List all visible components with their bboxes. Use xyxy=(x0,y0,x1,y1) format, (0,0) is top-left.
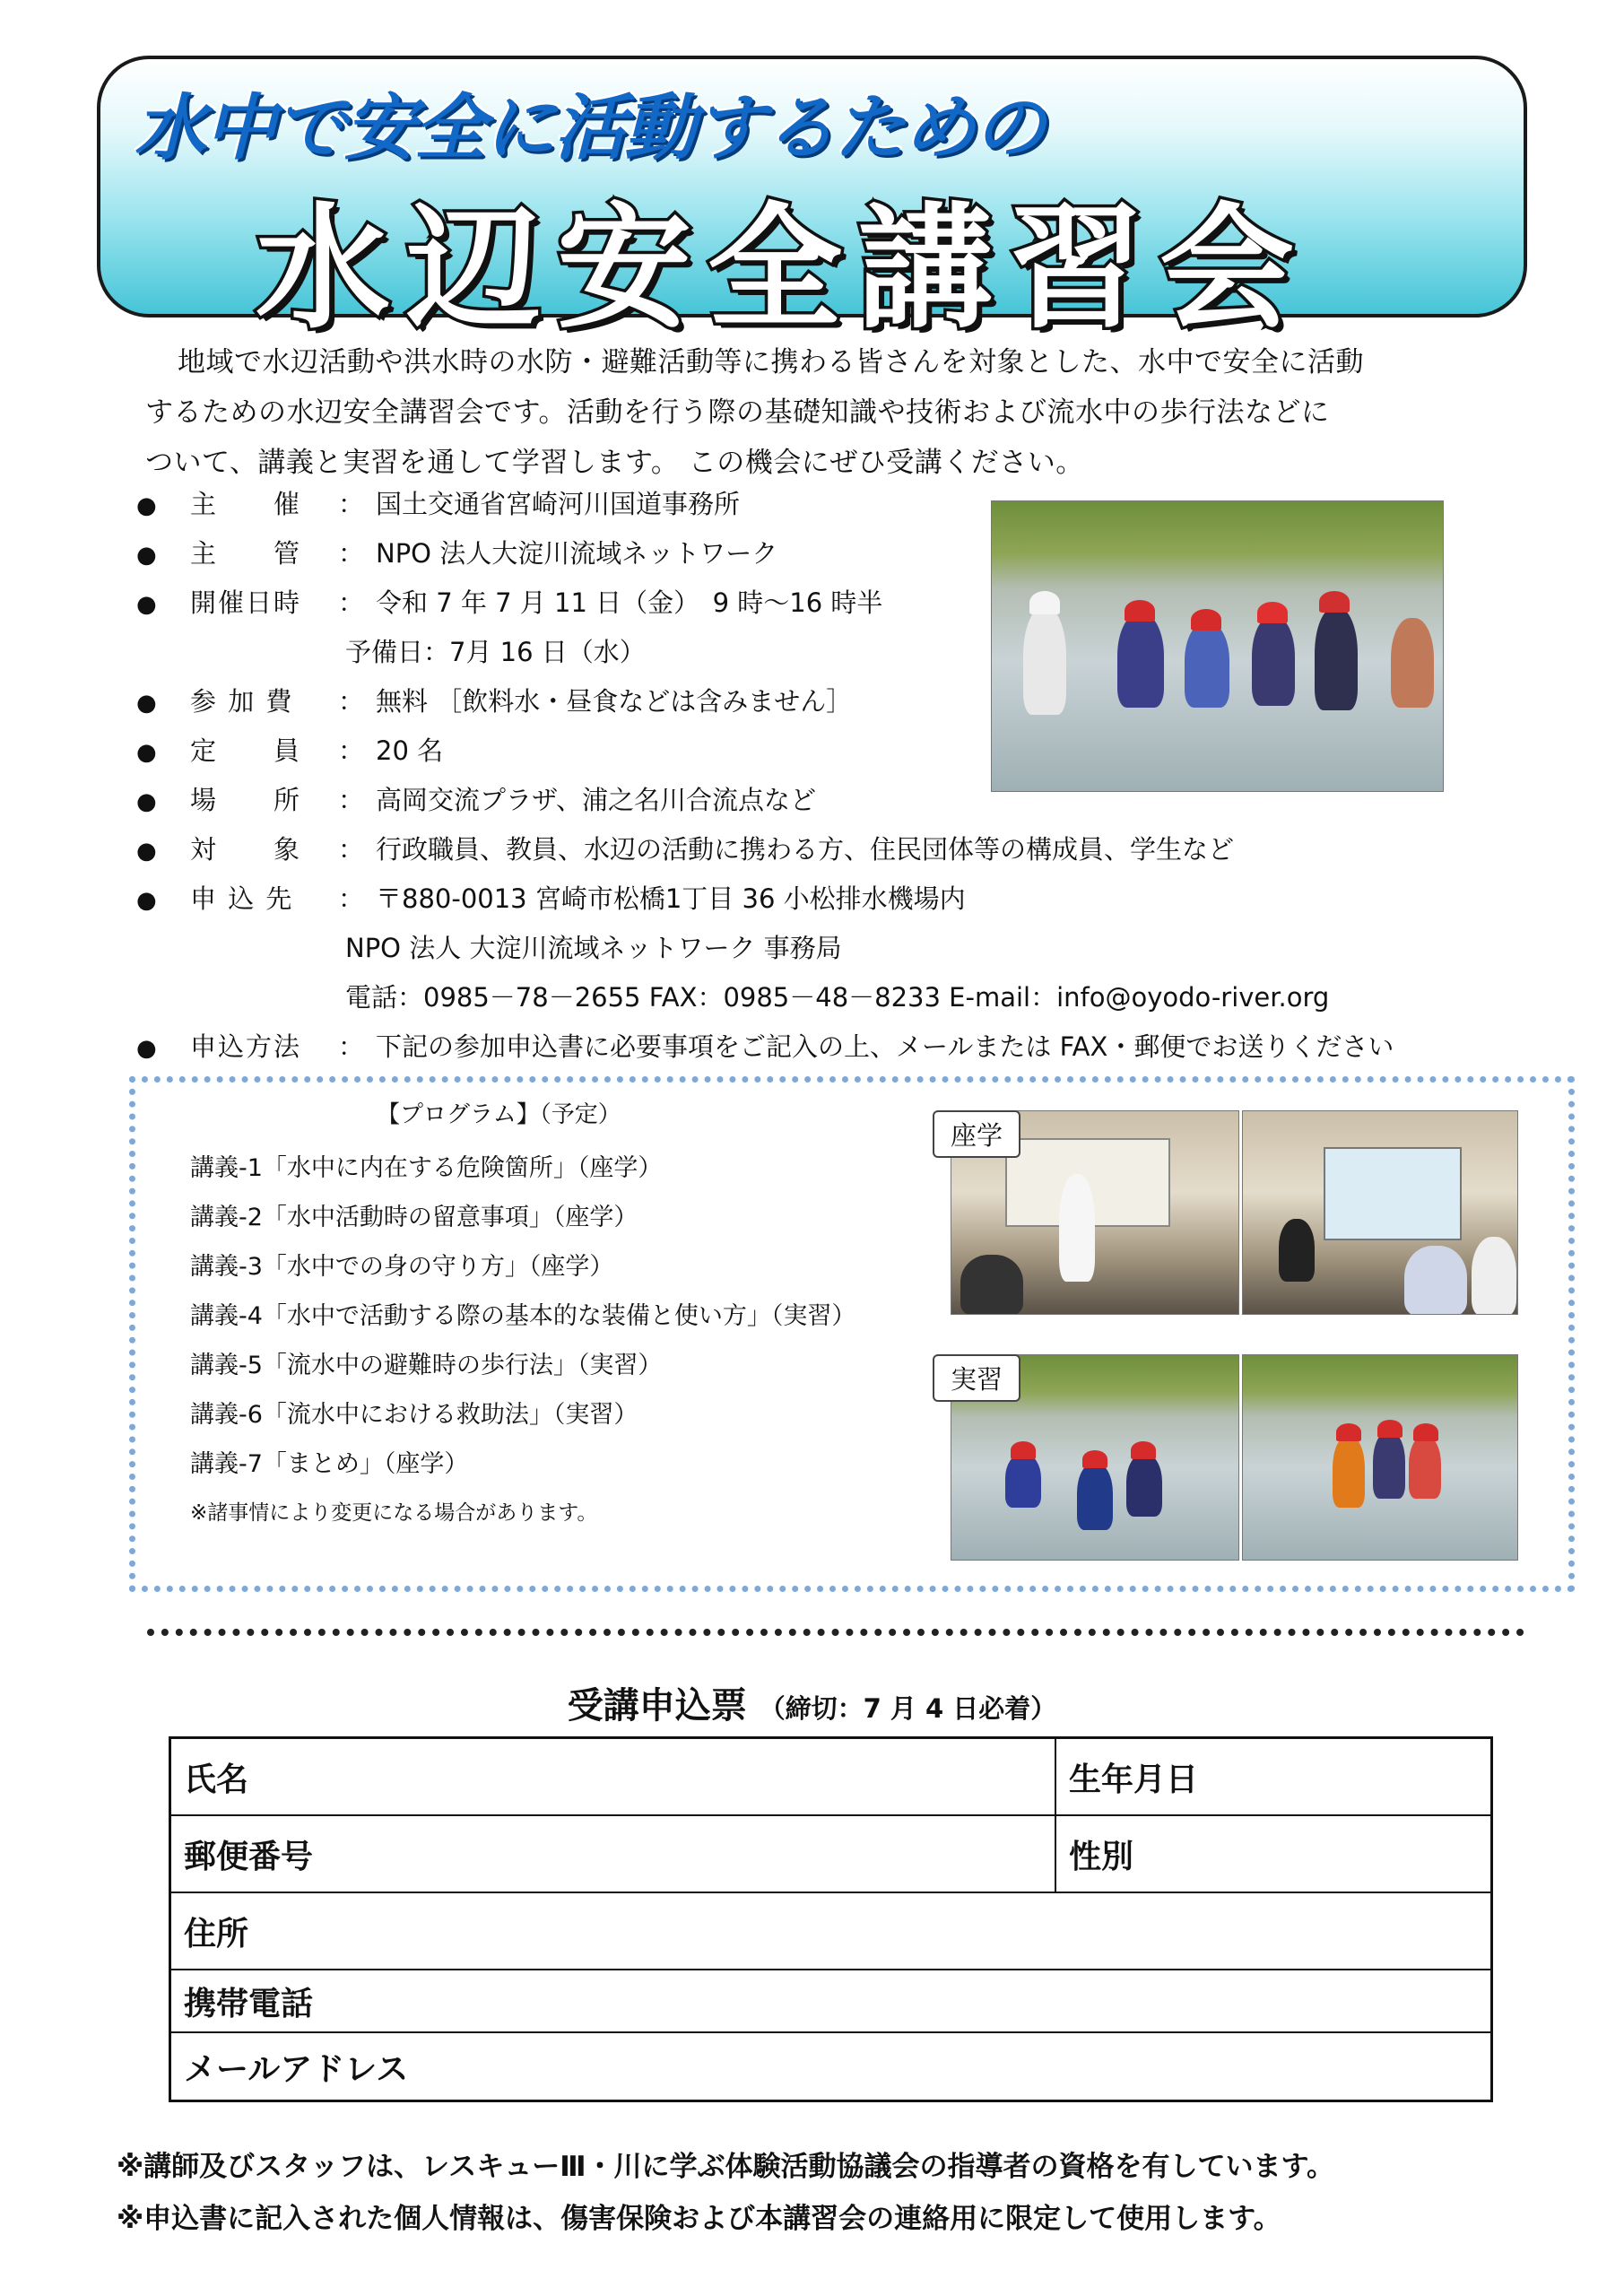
intro-line: するための水辺安全講習会です。活動を行う際の基礎知識や技術および流水中の歩行法などに xyxy=(145,396,1330,429)
field-label: 携帯電話 xyxy=(184,1985,314,2022)
bullet: ● xyxy=(136,788,157,815)
form-row xyxy=(171,2033,1490,2100)
email-address-field[interactable] xyxy=(171,2033,1490,2100)
intro-line: 地域で水辺活動や洪水時の水防・避難活動等に携わる皆さんを対象とした、水中で安全に活動 xyxy=(178,346,1364,378)
bullet: ● xyxy=(136,690,157,717)
info-label: 参 加 費 xyxy=(190,686,294,717)
lecture-item: 講義-1「水中に内在する危険箇所」（座学） xyxy=(190,1154,663,1182)
field-label: 氏名 xyxy=(184,1761,249,1798)
lecture-item: 講義-4「水中で活動する際の基本的な装備と使い方」（実習） xyxy=(190,1302,856,1330)
info-row-date: ● 開催日時 ： 令和 7 年 7 月 11 日（金） 9 時～16 時半 xyxy=(136,583,882,620)
info-value: 無料 ［飲料水・昼食などは含みません］ xyxy=(376,686,853,717)
cut-line-divider xyxy=(147,1629,1524,1636)
tag-practice: 実習 xyxy=(933,1354,1020,1402)
info-value: 下記の参加申込書に必要事項をご記入の上、メールまたは FAX・郵便でお送りください xyxy=(376,1031,1394,1062)
form-row xyxy=(171,1893,1490,1970)
lecture-item: 講義-6「流水中における救助法」（実習） xyxy=(190,1401,638,1429)
intro-paragraph xyxy=(145,337,1508,488)
info-value: 令和 7 年 7 月 11 日（金） 9 時～16 時半 xyxy=(376,587,883,618)
info-row-manager: ● 主 管 ： NPO 法人大淀川流域ネットワーク xyxy=(136,534,777,570)
bullet: ● xyxy=(136,542,157,569)
program-note: ※諸事情により変更になる場合があります。 xyxy=(190,1501,598,1525)
note-privacy: ※申込書に記入された個人情報は、傷害保険および本講習会の連絡用に限定して使用します。 xyxy=(117,2203,1281,2235)
field-label: 生年月日 xyxy=(1069,1761,1199,1798)
info-label: 申 込 先 xyxy=(190,883,294,914)
bullet: ● xyxy=(136,739,157,766)
bullet: ● xyxy=(136,492,157,519)
banner-title: 水辺安全講習会 xyxy=(256,191,1311,347)
info-row-target: ● 対 象 ： 行政職員、教員、水辺の活動に携わる方、住民団体等の構成員、学生など xyxy=(136,830,1234,866)
bullet: ● xyxy=(136,838,157,865)
info-label: 場 所 xyxy=(190,785,302,815)
info-value: 高岡交流プラザ、浦之名川合流点など xyxy=(376,785,816,815)
info-label: 申込方法 xyxy=(190,1031,302,1062)
mobile-phone-field[interactable] xyxy=(171,1970,1490,2031)
practice-photo-2 xyxy=(1242,1354,1518,1561)
info-value: 行政職員、教員、水辺の活動に携わる方、住民団体等の構成員、学生など xyxy=(376,834,1235,865)
field-label: 住所 xyxy=(184,1915,249,1952)
lecture-item: 講義-2「水中活動時の留意事項」（座学） xyxy=(190,1204,638,1231)
lecture-item: 講義-5「流水中の避難時の歩行法」（実習） xyxy=(190,1352,663,1379)
application-form-table xyxy=(169,1736,1493,2102)
address-field[interactable] xyxy=(171,1893,1490,1969)
office-name: NPO 法人 大淀川流域ネットワーク 事務局 xyxy=(345,933,842,963)
river-training-photo xyxy=(991,500,1444,792)
field-label: メールアドレス xyxy=(184,2050,409,2088)
info-label: 対 象 xyxy=(190,834,302,865)
info-value: 〒880-0013 宮崎市松橋1丁目 36 小松排水機場内 xyxy=(376,883,966,914)
bullet: ● xyxy=(136,887,157,914)
gender-field[interactable] xyxy=(1056,1816,1490,1892)
reserve-day: 予備日：7月 16 日（水） xyxy=(345,637,646,667)
lecture-item: 講義-3「水中での身の守り方」（座学） xyxy=(190,1253,614,1281)
info-value: 20 名 xyxy=(376,735,444,766)
bullet: ● xyxy=(136,1035,157,1062)
info-label: 定 員 xyxy=(190,735,302,766)
postal-code-field[interactable] xyxy=(171,1816,1055,1892)
classroom-photo-2 xyxy=(1242,1110,1518,1315)
bullet: ● xyxy=(136,591,157,618)
program-title: 【プログラム】（予定） xyxy=(377,1101,621,1128)
info-label: 主 催 xyxy=(190,489,302,519)
lecture-item: 講義-7「まとめ」（座学） xyxy=(190,1450,469,1478)
tag-lecture: 座学 xyxy=(933,1110,1020,1158)
info-row-venue: ● 場 所 ： 高岡交流プラザ、浦之名川合流点など xyxy=(136,780,816,817)
note-instructor-qualification: ※講師及びスタッフは、レスキューⅢ・川に学ぶ体験活動協議会の指導者の資格を有しています。 xyxy=(117,2151,1335,2183)
info-label: 主 管 xyxy=(190,538,302,569)
info-row-capacity: ● 定 員 ： 20 名 xyxy=(136,731,443,768)
form-row xyxy=(171,1970,1490,2033)
info-value: NPO 法人大淀川流域ネットワーク xyxy=(376,538,778,569)
banner-subtitle: 水中で安全に活動するための xyxy=(135,86,1044,170)
contact-line: 電話：0985－78－2655 FAX：0985－48－8233 E-mail：info@oyodo-river.org xyxy=(345,982,1330,1013)
birthdate-field[interactable] xyxy=(1056,1739,1490,1814)
field-label: 郵便番号 xyxy=(184,1838,314,1875)
info-label: 開催日時 xyxy=(190,587,302,618)
info-row-organizer: ● 主 催 ： 国土交通省宮崎河川国道事務所 xyxy=(136,484,740,521)
field-label: 性別 xyxy=(1069,1838,1134,1875)
name-field[interactable] xyxy=(171,1739,1055,1814)
form-row xyxy=(171,1816,1490,1893)
form-deadline: （締切：7 月 4 日必着） xyxy=(759,1693,1057,1724)
info-row-method: ● 申込方法 ： 下記の参加申込書に必要事項をご記入の上、メールまたは FAX・郵便でお送りください xyxy=(136,1027,1394,1064)
info-row-apply-to: ● 申 込 先 ： 〒880-0013 宮崎市松橋1丁目 36 小松排水機場内 xyxy=(136,879,966,916)
info-value: 国土交通省宮崎河川国道事務所 xyxy=(376,489,741,519)
form-row xyxy=(171,1739,1490,1816)
form-heading xyxy=(0,1677,1624,1728)
intro-line: ついて、講義と実習を通して学習します。 この機会にぜひ受講ください。 xyxy=(145,447,1084,479)
form-title: 受講申込票 xyxy=(567,1685,747,1726)
info-row-fee: ● 参 加 費 ： 無料 ［飲料水・昼食などは含みません］ xyxy=(136,682,852,718)
